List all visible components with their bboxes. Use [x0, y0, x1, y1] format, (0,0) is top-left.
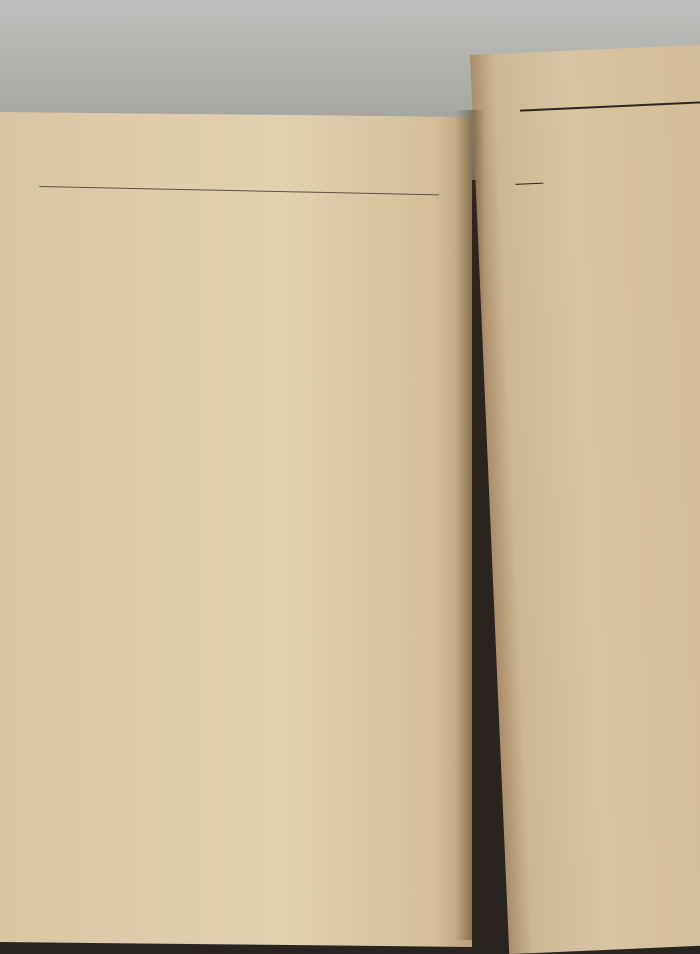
- footnotes: [515, 173, 700, 184]
- imprint: [39, 186, 439, 198]
- imprint-row-1: [39, 190, 439, 198]
- book-gutter: [455, 110, 485, 940]
- chief-editor: [40, 168, 440, 176]
- imprint-row-2: [39, 190, 439, 198]
- tech-editor: [39, 190, 439, 198]
- address-lines: [40, 168, 440, 176]
- left-page: [0, 112, 472, 947]
- article-start: [512, 100, 700, 199]
- address-heading: [40, 168, 440, 176]
- table-of-contents: [39, 152, 440, 206]
- footnote-rule: [515, 183, 543, 185]
